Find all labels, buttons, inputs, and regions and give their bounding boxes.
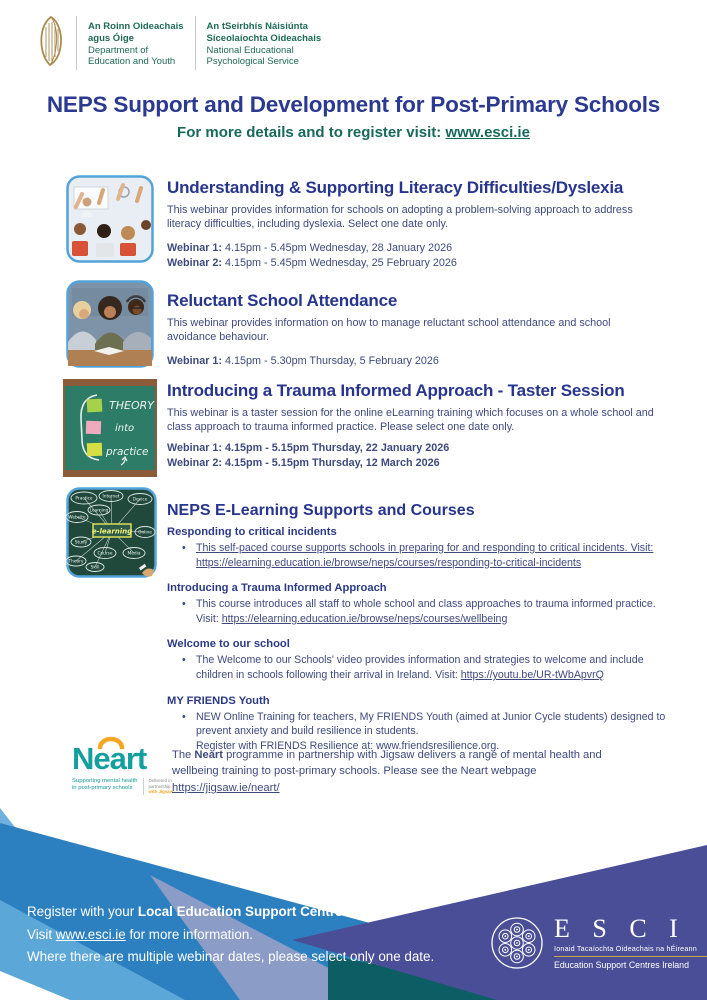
neps-service-name-block [207,15,322,68]
bullet-icon: • [182,598,186,611]
neps-irish-line1: An tSeirbhís Náisiúnta [206,21,308,32]
students-studying-photo [66,280,154,368]
neart-paragraph: The Neart programme in partnership with Jigsaw delivers a range of mental health and wellbeing training to post-primary schools. Please see the Neart webpage https://jigsaw.ie/neart/ [172,749,602,795]
section-attendance-body-line2: avoidance behaviour. [167,331,270,344]
footer-line2: Visit www.esci.ie for more information. [27,926,253,942]
section-literacy-title: Understanding & Supporting Literacy Difficulties/Dyslexia [167,178,624,197]
theory-into-practice-chalkboard-photo [63,379,157,477]
section-attendance [167,291,699,369]
classroom-raised-hands-photo [66,175,154,263]
webinar-date-line: Webinar 2: 4.15pm - 5.45pm Wednesday, 25 February 2026 [167,256,457,269]
esci-logo [489,912,707,974]
neart-arc-icon [97,736,125,749]
government-header [38,15,321,70]
neart-partnership-note: Delivered in partnership with Jigsaw [143,778,174,795]
footer-line3: Where there are multiple webinar dates, please select only one date. [27,949,435,965]
dept-english-line1: Department of [88,44,149,56]
neps-english-line1: National Educational [206,44,294,56]
critical-incidents-heading: Responding to critical incidents [167,526,337,538]
webinar-date-line: Webinar 1: 4.15pm - 5.15pm Thursday, 22 January 2026 [167,441,450,454]
section-trauma-body-line1: This webinar is a taster session for the online eLearning training which focuses on a whole school and [167,407,654,419]
trauma-course-heading: Introducing a Trauma Informed Approach [167,582,387,595]
footer-esci-link[interactable]: www.esci.ie [55,926,126,942]
wellbeing-course-link[interactable]: https://elearning.education.ie/browse/neps/courses/wellbeing [221,612,508,625]
svg-text:Device: Device [132,497,148,503]
webinar-date-line: Webinar 1: 4.15pm - 5.30pm Thursday, 5 February 2026 [167,354,439,367]
section-trauma-webinars [167,441,699,471]
svg-text:practice: practice [106,446,149,458]
welcome-heading: Welcome to our school [167,638,290,651]
my-friends-heading: MY FRIENDS Youth [167,694,270,707]
svg-text:Media: Media [127,551,141,557]
esci-gold-divider [554,956,707,957]
section-elearning-title: NEPS E-Learning Supports and Courses [167,502,475,519]
welcome-video-link[interactable]: https://youtu.be/UR-tWbApvrQ [460,668,604,681]
esci-irish-name: Ionaid Tacaíochta Oideachais na hÉireann [554,944,697,953]
department-name-block [88,15,184,68]
critical-incidents-link-line1[interactable]: This self-paced course supports schools in preparing for and responding to critical incidents. Visit: [196,542,654,554]
welcome-line1: The Welcome to our Schools' video provides information and strategies to welcome and include [196,654,644,667]
bullet-icon: • [182,542,186,554]
svg-text:Internet: Internet [102,494,120,500]
page-title: NEPS Support and Development for Post-Primary Schools [46,92,661,117]
trauma-course-bullet: • This course introduces all staff to whole school and class approaches to trauma informed practice. Visit: https://elearning.education.ie/browse/neps/courses/wellbeing [167,597,699,626]
neps-irish-line2: Síceolaíochta Oideachais [206,32,322,44]
header-divider-2 [195,16,196,70]
webinar-date-line: Webinar 2: 4.15pm - 5.15pm Thursday, 12 March 2026 [167,456,440,469]
section-attendance-title: Reluctant School Attendance [167,291,398,310]
esci-website-link[interactable]: www.esci.ie [445,124,530,141]
section-attendance-webinars [167,354,699,369]
welcome-bullet: • The Welcome to our Schools' video provides information and strategies to welcome and include children in schools following their arrival in Ireland. Visit: https://youtu.be/UR-tWbApvrQ [167,653,699,682]
section-trauma-title: Introducing a Trauma Informed Approach - Taster Session [167,381,625,400]
svg-text:into: into [115,423,135,434]
webinar-date-line: Webinar 1: 4.15pm - 5.45pm Wednesday, 28 January 2026 [167,241,453,254]
subtitle-text: For more details and to register visit: [177,124,446,141]
my-friends-line3: Register with FRIENDS Resilience at: www.friendsresilience.org. [196,739,500,752]
section-trauma-body-line2: class approach to trauma informed practice. Please select one date only. [167,421,515,434]
svg-text:Website: Website [68,515,86,521]
dept-english-line2: Education and Youth [88,56,176,68]
bullet-icon: • [182,654,186,667]
section-literacy-body-line2: literacy difficulties, including dyslexia. Select one date only. [167,218,449,231]
svg-text:Course: Course [97,551,113,557]
my-friends-line2: prevent anxiety and build resilience in students. [196,725,419,738]
esci-english-name: Education Support Centres Ireland [554,960,689,970]
bullet-icon: • [182,710,186,723]
svg-text:e-learning: e-learning [91,527,133,536]
elearning-mindmap-chalkboard-photo [66,487,157,578]
svg-text:Practice: Practice [75,496,93,502]
neart-wordmark: Neart [72,744,182,774]
section-attendance-body-line1: This webinar provides information on how to manage reluctant school attendance and school [167,317,611,329]
section-literacy-webinars [167,241,699,271]
header-divider [76,16,77,70]
critical-incidents-link-line2[interactable]: https://elearning.education.ie/browse/neps/courses/responding-to-critical-incidents [196,556,582,569]
my-friends-bullet [167,710,699,754]
dept-irish-line1: An Roinn Oideachais [88,21,184,32]
footer-banner [0,785,707,1000]
neps-english-line2: Psychological Service [206,56,299,68]
section-trauma-taster [167,381,699,471]
svg-text:Study: Study [74,540,88,546]
critical-incidents-bullet [167,541,699,570]
neart-webpage-link[interactable]: https://jigsaw.ie/neart/ [172,782,280,795]
svg-text:Theory: Theory [68,559,84,565]
esci-emblem-icon [489,912,545,974]
page-subtitle [0,124,707,141]
section-elearning [167,502,699,753]
trauma-course-line1: This course introduces all staff to whole school and class approaches to trauma informed practice. [196,598,656,611]
svg-text:Learning: Learning [89,508,109,514]
neart-tagline: Supporting mental health in post-primary schools [72,778,138,792]
footer-text [27,901,434,969]
dept-irish-line2: agus Óige [88,32,134,44]
irish-harp-icon [38,15,65,67]
my-friends-line1: NEW Online Training for teachers, My FRIENDS Youth (aimed at Junior Cycle students) designed to [196,710,666,723]
svg-text:Skill: Skill [90,565,100,571]
esci-acronym: E S C I [554,914,686,943]
section-literacy-body-line1: This webinar provides information for schools on adopting a problem-solving approach to address [167,204,633,216]
footer-line1: Register with your Local Education Support Centre. [27,904,347,919]
section-literacy [167,178,699,271]
svg-text:Online: Online [138,530,152,536]
svg-text:THEORY: THEORY [109,399,154,412]
